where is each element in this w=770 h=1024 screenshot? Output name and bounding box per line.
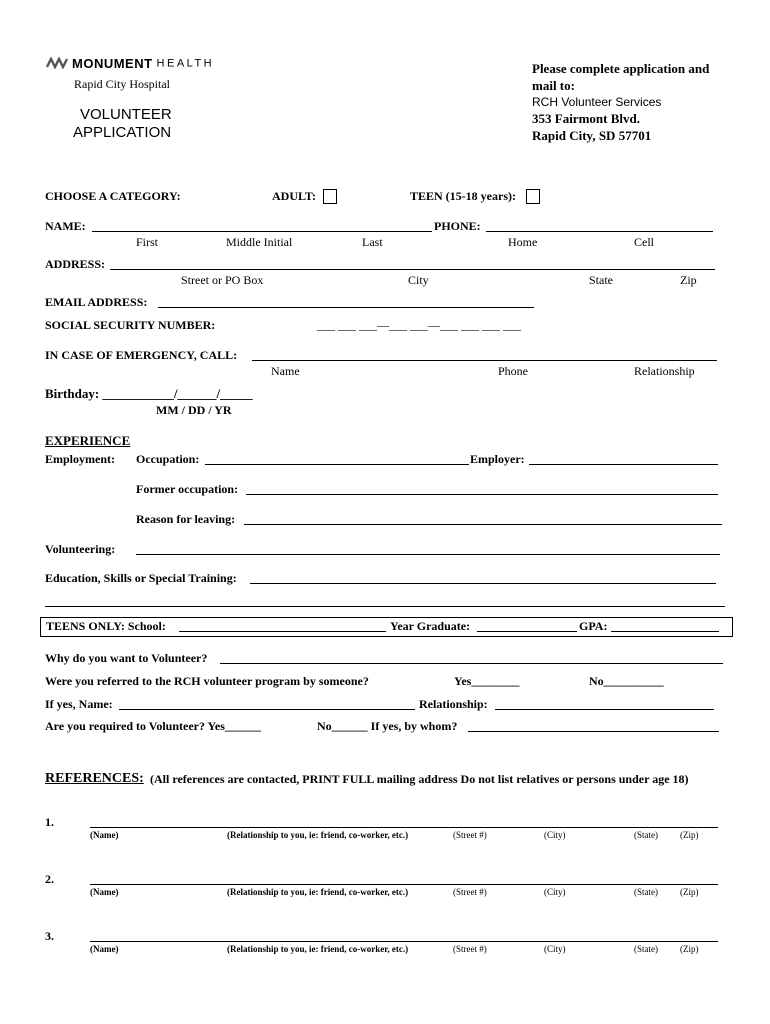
teens-school-label: TEENS ONLY: School:: [46, 619, 166, 633]
logo-word-health: HEALTH: [156, 57, 215, 70]
home-caption: Home: [508, 235, 538, 249]
ref-street-caption: (Street #): [453, 830, 487, 840]
ifyes-name-field[interactable]: [119, 709, 415, 710]
emergency-relationship-caption: Relationship: [634, 364, 695, 378]
category-label: CHOOSE A CATEGORY:: [45, 189, 181, 203]
required-label[interactable]: Are you required to Volunteer? Yes______: [45, 719, 261, 733]
ifyes-name-label: If yes, Name:: [45, 697, 113, 711]
ref-relationship-caption: (Relationship to you, ie: friend, co-worker, etc.): [227, 830, 409, 840]
ref-state-caption: (State): [634, 944, 658, 954]
volunteering-label: Volunteering:: [45, 542, 116, 556]
ref-relationship-caption: (Relationship to you, ie: friend, co-worker, etc.): [227, 944, 409, 954]
education-label: Education, Skills or Special Training:: [45, 571, 237, 585]
first-caption: First: [136, 235, 159, 249]
ref-street-caption: (Street #): [453, 944, 487, 954]
emergency-phone-caption: Phone: [498, 364, 528, 378]
mail-line-5: Rapid City, SD 57701: [532, 128, 652, 143]
relationship-label: Relationship:: [419, 697, 488, 711]
year-graduate-label: Year Graduate:: [390, 619, 471, 633]
why-field[interactable]: [220, 663, 723, 664]
name-label: NAME:: [45, 219, 86, 233]
reason-field[interactable]: [244, 524, 722, 525]
why-label: Why do you want to Volunteer?: [45, 651, 208, 665]
address-field[interactable]: [110, 269, 715, 270]
relationship-field[interactable]: [495, 709, 714, 710]
ref-zip-caption: (Zip): [680, 944, 699, 954]
emergency-name-caption: Name: [271, 364, 300, 378]
references-heading: REFERENCES:: [45, 771, 144, 786]
last-caption: Last: [362, 235, 383, 249]
email-field[interactable]: [158, 307, 534, 308]
reason-label: Reason for leaving:: [136, 512, 236, 526]
mail-line-4: 353 Fairmont Blvd.: [532, 111, 640, 126]
emergency-field[interactable]: [252, 360, 717, 361]
ref-city-caption: (City): [544, 944, 566, 954]
hospital-name: Rapid City Hospital: [74, 77, 170, 91]
by-whom-field[interactable]: [468, 731, 719, 732]
zip-caption: Zip: [680, 273, 697, 287]
city-caption: City: [408, 273, 429, 287]
occupation-label: Occupation:: [136, 452, 200, 466]
gpa-label: GPA:: [579, 619, 608, 633]
birthday-format: MM / DD / YR: [156, 403, 232, 417]
education-field[interactable]: [250, 583, 716, 584]
adult-label: ADULT:: [272, 189, 317, 203]
mail-line-1: Please complete application and: [532, 61, 710, 76]
ref-state-caption: (State): [634, 830, 658, 840]
phone-label: PHONE:: [434, 219, 481, 233]
cell-caption: Cell: [634, 235, 654, 249]
teen-checkbox[interactable]: [526, 189, 540, 204]
volunteering-field[interactable]: [136, 554, 720, 555]
reference-number: 3.: [45, 929, 54, 943]
monument-logo-icon: [46, 57, 68, 69]
ref-street-caption: (Street #): [453, 887, 487, 897]
year-graduate-field[interactable]: [477, 631, 577, 632]
emergency-label: IN CASE OF EMERGENCY, CALL:: [45, 348, 238, 362]
employer-field[interactable]: [529, 464, 718, 465]
reference-line[interactable]: [90, 941, 718, 942]
ref-name-caption: (Name): [90, 887, 119, 897]
phone-field[interactable]: [486, 231, 713, 232]
mail-line-2: mail to:: [532, 78, 575, 93]
page-title-line2: APPLICATION: [73, 124, 172, 141]
state-caption: State: [589, 273, 613, 287]
references-note: (All references are contacted, PRINT FULL mailing address Do not list relatives or persons under age 18): [150, 772, 689, 786]
birthday-field[interactable]: Birthday: ___________/______/_____: [45, 386, 253, 401]
ssn-label: SOCIAL SECURITY NUMBER:: [45, 318, 216, 332]
ref-relationship-caption: (Relationship to you, ie: friend, co-worker, etc.): [227, 887, 409, 897]
logo-word: MONUMENT: [72, 55, 153, 71]
ref-state-caption: (State): [634, 887, 658, 897]
teen-label: TEEN (15-18 years):: [410, 189, 516, 203]
reference-line[interactable]: [90, 827, 718, 828]
address-label: ADDRESS:: [45, 257, 106, 271]
required-no[interactable]: No______ If yes, by whom?: [317, 719, 458, 733]
education-field-2[interactable]: [45, 606, 725, 607]
ssn-field[interactable]: ___ ___ ___—___ ___—___ ___ ___ ___: [317, 318, 521, 332]
referred-no[interactable]: No__________: [589, 674, 664, 688]
name-field[interactable]: [92, 231, 432, 232]
reference-line[interactable]: [90, 884, 718, 885]
reference-number: 2.: [45, 872, 54, 886]
middle-caption: Middle Initial: [226, 235, 293, 249]
former-occupation-field[interactable]: [246, 494, 718, 495]
logo: [46, 54, 214, 72]
adult-checkbox[interactable]: [323, 189, 337, 204]
ref-zip-caption: (Zip): [680, 887, 699, 897]
ref-name-caption: (Name): [90, 944, 119, 954]
referred-label: Were you referred to the RCH volunteer program by someone?: [45, 674, 369, 688]
employment-label: Employment:: [45, 452, 115, 466]
gpa-field[interactable]: [611, 631, 719, 632]
email-label: EMAIL ADDRESS:: [45, 295, 148, 309]
ref-zip-caption: (Zip): [680, 830, 699, 840]
street-caption: Street or PO Box: [181, 273, 264, 287]
experience-heading: EXPERIENCE: [45, 433, 131, 448]
occupation-field[interactable]: [205, 464, 469, 465]
reference-number: 1.: [45, 815, 54, 829]
ref-city-caption: (City): [544, 887, 566, 897]
referred-yes[interactable]: Yes________: [454, 674, 520, 688]
school-field[interactable]: [179, 631, 386, 632]
employer-label: Employer:: [470, 452, 525, 466]
mail-line-3: RCH Volunteer Services: [532, 95, 662, 109]
ref-name-caption: (Name): [90, 830, 119, 840]
ref-city-caption: (City): [544, 830, 566, 840]
former-occupation-label: Former occupation:: [136, 482, 239, 496]
page-title-line1: VOLUNTEER: [80, 106, 172, 123]
